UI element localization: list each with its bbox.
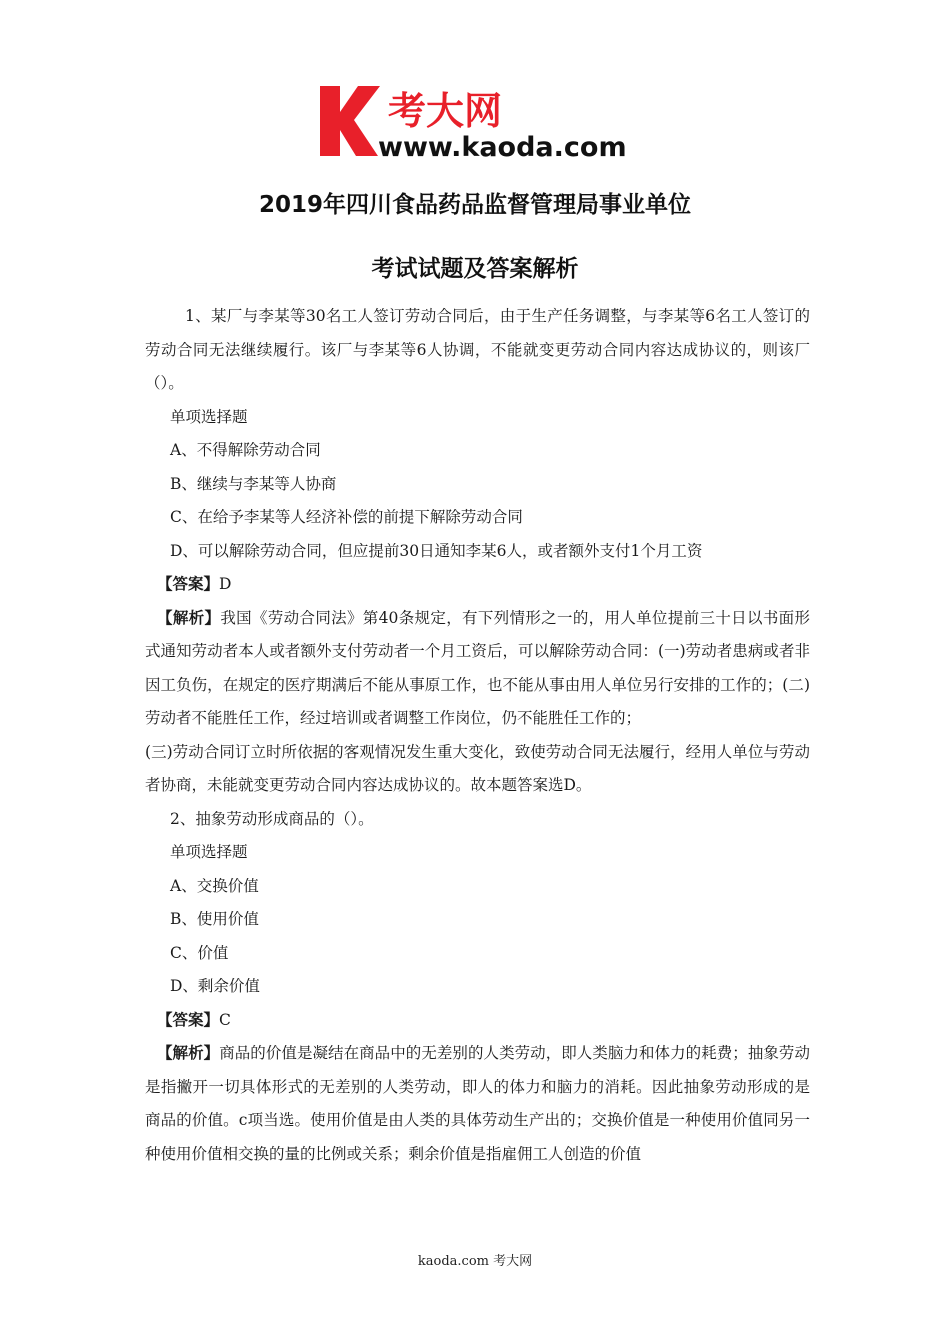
answer-label: 【答案】 xyxy=(157,1010,220,1029)
kaoda-logo-graphic xyxy=(318,82,648,162)
answer-value: D xyxy=(219,575,232,593)
question-1-analysis-cont: (三)劳动合同订立时所依据的客观情况发生重大变化，致使劳动合同无法履行，经用人单位与劳动者协商，未能就变更劳动合同内容达成协议的。故本题答案选D。 xyxy=(145,742,810,794)
question-1-option-a: A、不得解除劳动合同 xyxy=(170,441,321,459)
page-footer: kaoda.com 考大网 xyxy=(417,1254,533,1269)
question-1-type: 单项选择题 xyxy=(170,407,248,426)
kaoda-logo xyxy=(318,82,648,162)
page-title-line2: 考试试题及答案解析 xyxy=(371,256,579,282)
logo-url: www.kaoda.com xyxy=(378,132,627,162)
question-2-option-b: B、使用价值 xyxy=(170,910,259,928)
question-content xyxy=(145,300,810,1171)
question-1-answer xyxy=(145,568,810,602)
answer-value: C xyxy=(219,1010,231,1029)
question-2-answer xyxy=(145,1004,810,1038)
analysis-text: 商品的价值是凝结在商品中的无差别的人类劳动，即人类脑力和体力的耗费；抽象劳动是指撇开一切具体形式的无差别的人类劳动，即人的体力和脑力的消耗。因此抽象劳动形成的是商品的价值。c项当选。使用价值是由人类的具体劳动生产出的；交换价值是一种使用价值同另一种使用价值相交换的量的比例或关系；剩余价值是指雇佣工人创造的价值 xyxy=(145,1044,810,1163)
analysis-label: 【解析】 xyxy=(157,1044,220,1062)
question-2-type: 单项选择题 xyxy=(170,843,248,861)
question-1-stem: 1、某厂与李某等30名工人签订劳动合同后，由于生产任务调整，与李某等6名工人签订的劳动合同无法继续履行。该厂与李某等6人协调，不能就变更劳动合同内容达成协议的，则该厂（）。 xyxy=(145,307,810,392)
question-1-option-b: B、继续与李某等人协商 xyxy=(170,474,337,493)
question-2-option-a: A、交换价值 xyxy=(170,876,259,895)
page-title-line1: 2019年四川食品药品监督管理局事业单位 xyxy=(258,192,691,218)
question-2-stem: 2、抽象劳动形成商品的（）。 xyxy=(170,809,374,828)
question-1-analysis xyxy=(145,602,810,736)
question-1-option-d: D、可以解除劳动合同，但应提前30日通知李某6人，或者额外支付1个月工资 xyxy=(170,541,703,560)
question-2-option-c: C、价值 xyxy=(170,943,229,962)
question-1-option-c: C、在给予李某等人经济补偿的前提下解除劳动合同 xyxy=(170,508,523,526)
question-2-analysis xyxy=(145,1037,810,1171)
analysis-label: 【解析】 xyxy=(157,608,221,627)
answer-label: 【答案】 xyxy=(157,575,220,593)
analysis-text: 我国《劳动合同法》第40条规定，有下列情形之一的，用人单位提前三十日以书面形式通知劳动者本人或者额外支付劳动者一个月工资后，可以解除劳动合同：(一)劳动者患病或者非因工负伤，在规定的医疗期满后不能从事原工作，也不能从事由用人单位另行安排的工作的；(二)劳动者不能胜任工作，经过培训或者调整工作岗位，仍不能胜任工作的； xyxy=(145,608,810,727)
question-2-option-d: D、剩余价值 xyxy=(170,977,260,995)
logo-name: 考大网 xyxy=(388,89,503,133)
